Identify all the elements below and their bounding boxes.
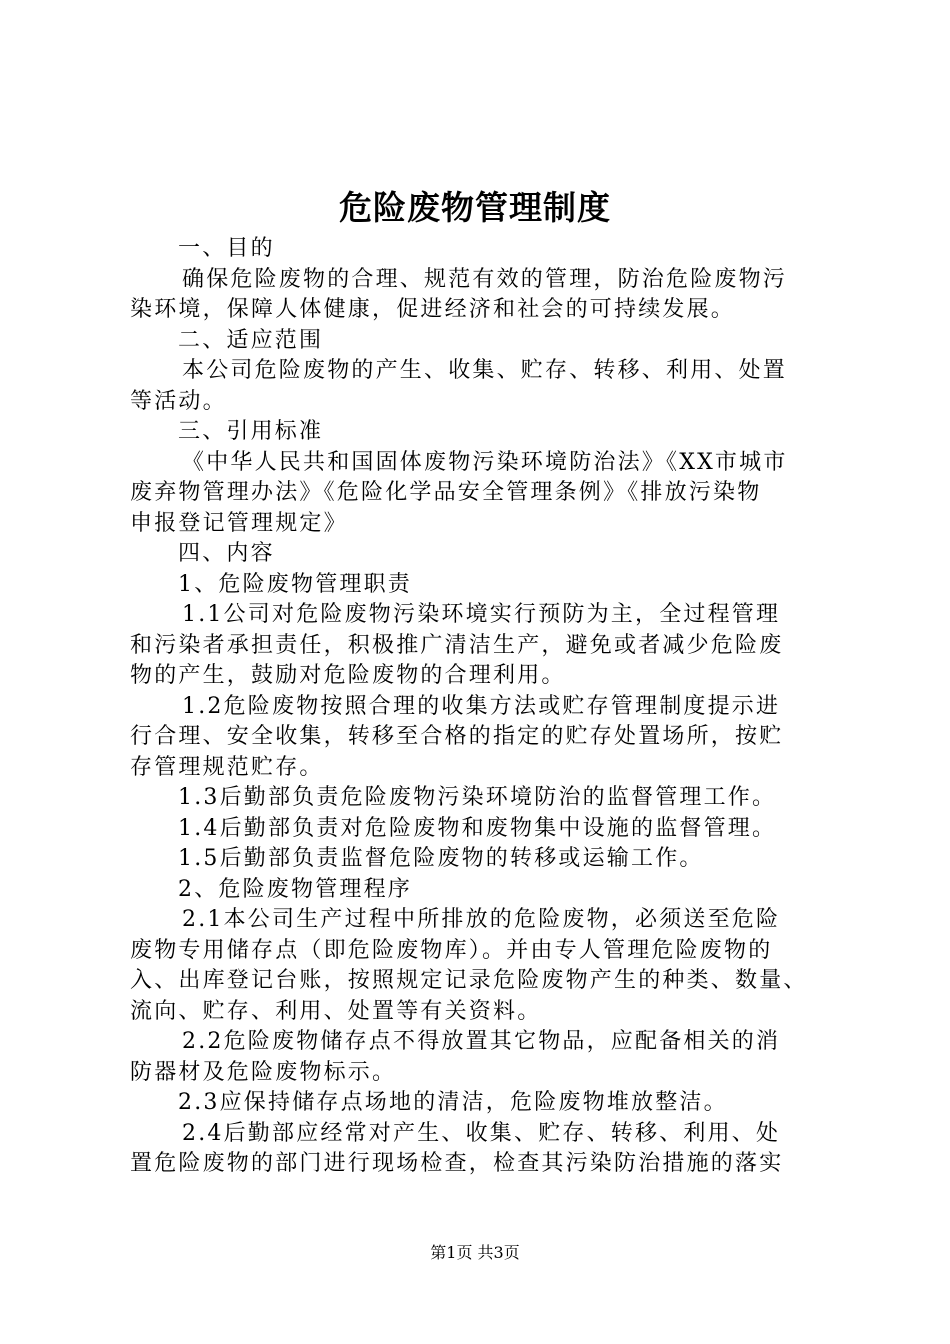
paragraph-line: 防器材及危险废物标示。 <box>130 1059 397 1085</box>
subsection-heading: 1、危险废物管理职责 <box>178 571 412 597</box>
page-footer: 第1页 共3页 <box>430 1243 520 1262</box>
section-heading: 四、内容 <box>178 541 275 566</box>
paragraph-line: 废物专用储存点（即危险废物库）。并由专人管理危险废物的 <box>130 937 773 963</box>
paragraph-line: 2.1本公司生产过程中所排放的危险废物，必须送至危险 <box>182 907 781 932</box>
paragraph-line: 2.3应保持储存点场地的清洁，危险废物堆放整洁。 <box>178 1090 728 1115</box>
paragraph-line: 2.4后勤部应经常对产生、收集、贮存、转移、利用、处 <box>182 1120 781 1146</box>
document-body <box>130 234 835 1180</box>
paragraph-line: 行合理、安全收集，转移至合格的指定的贮存处置场所，按贮 <box>130 724 784 749</box>
paragraph-line: 1.1公司对危险废物污染环境实行预防为主，全过程管理 <box>182 602 781 627</box>
paragraph-line: 和污染者承担责任，积极推广清洁生产，避免或者减少危险废 <box>130 632 784 658</box>
paragraph-line: 置危险废物的部门进行现场检查，检查其污染防治措施的落实 <box>130 1151 784 1176</box>
paragraph-line: 流向、贮存、利用、处置等有关资料。 <box>130 998 542 1024</box>
paragraph-line: 本公司危险废物的产生、收集、贮存、转移、利用、处置 <box>182 358 788 383</box>
paragraph-line: 1.2危险废物按照合理的收集方法或贮存管理制度提示进 <box>182 693 781 719</box>
paragraph-line: 废弃物管理办法》《危险化学品安全管理条例》《排放污染物 <box>130 480 762 505</box>
section-heading: 一、目的 <box>178 236 275 261</box>
paragraph-line: 1.5后勤部负责监督危险废物的转移或运输工作。 <box>178 846 704 871</box>
paragraph-line: 物的产生，鼓励对危险废物的合理利用。 <box>130 663 566 688</box>
subsection-heading: 2、危险废物管理程序 <box>178 876 412 902</box>
document-title: 危险废物管理制度 <box>339 188 611 227</box>
paragraph-line: 等活动。 <box>130 388 227 414</box>
paragraph-line: 确保危险废物的合理、规范有效的管理，防治危险废物污 <box>182 266 788 292</box>
paragraph-line: 2.2危险废物储存点不得放置其它物品，应配备相关的消 <box>182 1029 781 1054</box>
paragraph-line: 《中华人民共和国固体废物污染环境防治法》《XX市城市 <box>182 449 788 475</box>
paragraph-line: 1.3后勤部负责危险废物污染环境防治的监督管理工作。 <box>178 785 777 810</box>
paragraph-line: 申报登记管理规定》 <box>130 510 348 536</box>
section-heading: 三、引用标准 <box>178 419 324 444</box>
paragraph-line: 染环境，保障人体健康，促进经济和社会的可持续发展。 <box>130 297 736 322</box>
paragraph-line: 入、出库登记台账，按照规定记录危险废物产生的种类、数量、 <box>130 968 808 993</box>
section-heading: 二、适应范围 <box>178 327 324 353</box>
paragraph-line: 存管理规范贮存。 <box>130 754 324 780</box>
paragraph-line: 1.4后勤部负责对危险废物和废物集中设施的监督管理。 <box>178 815 777 841</box>
